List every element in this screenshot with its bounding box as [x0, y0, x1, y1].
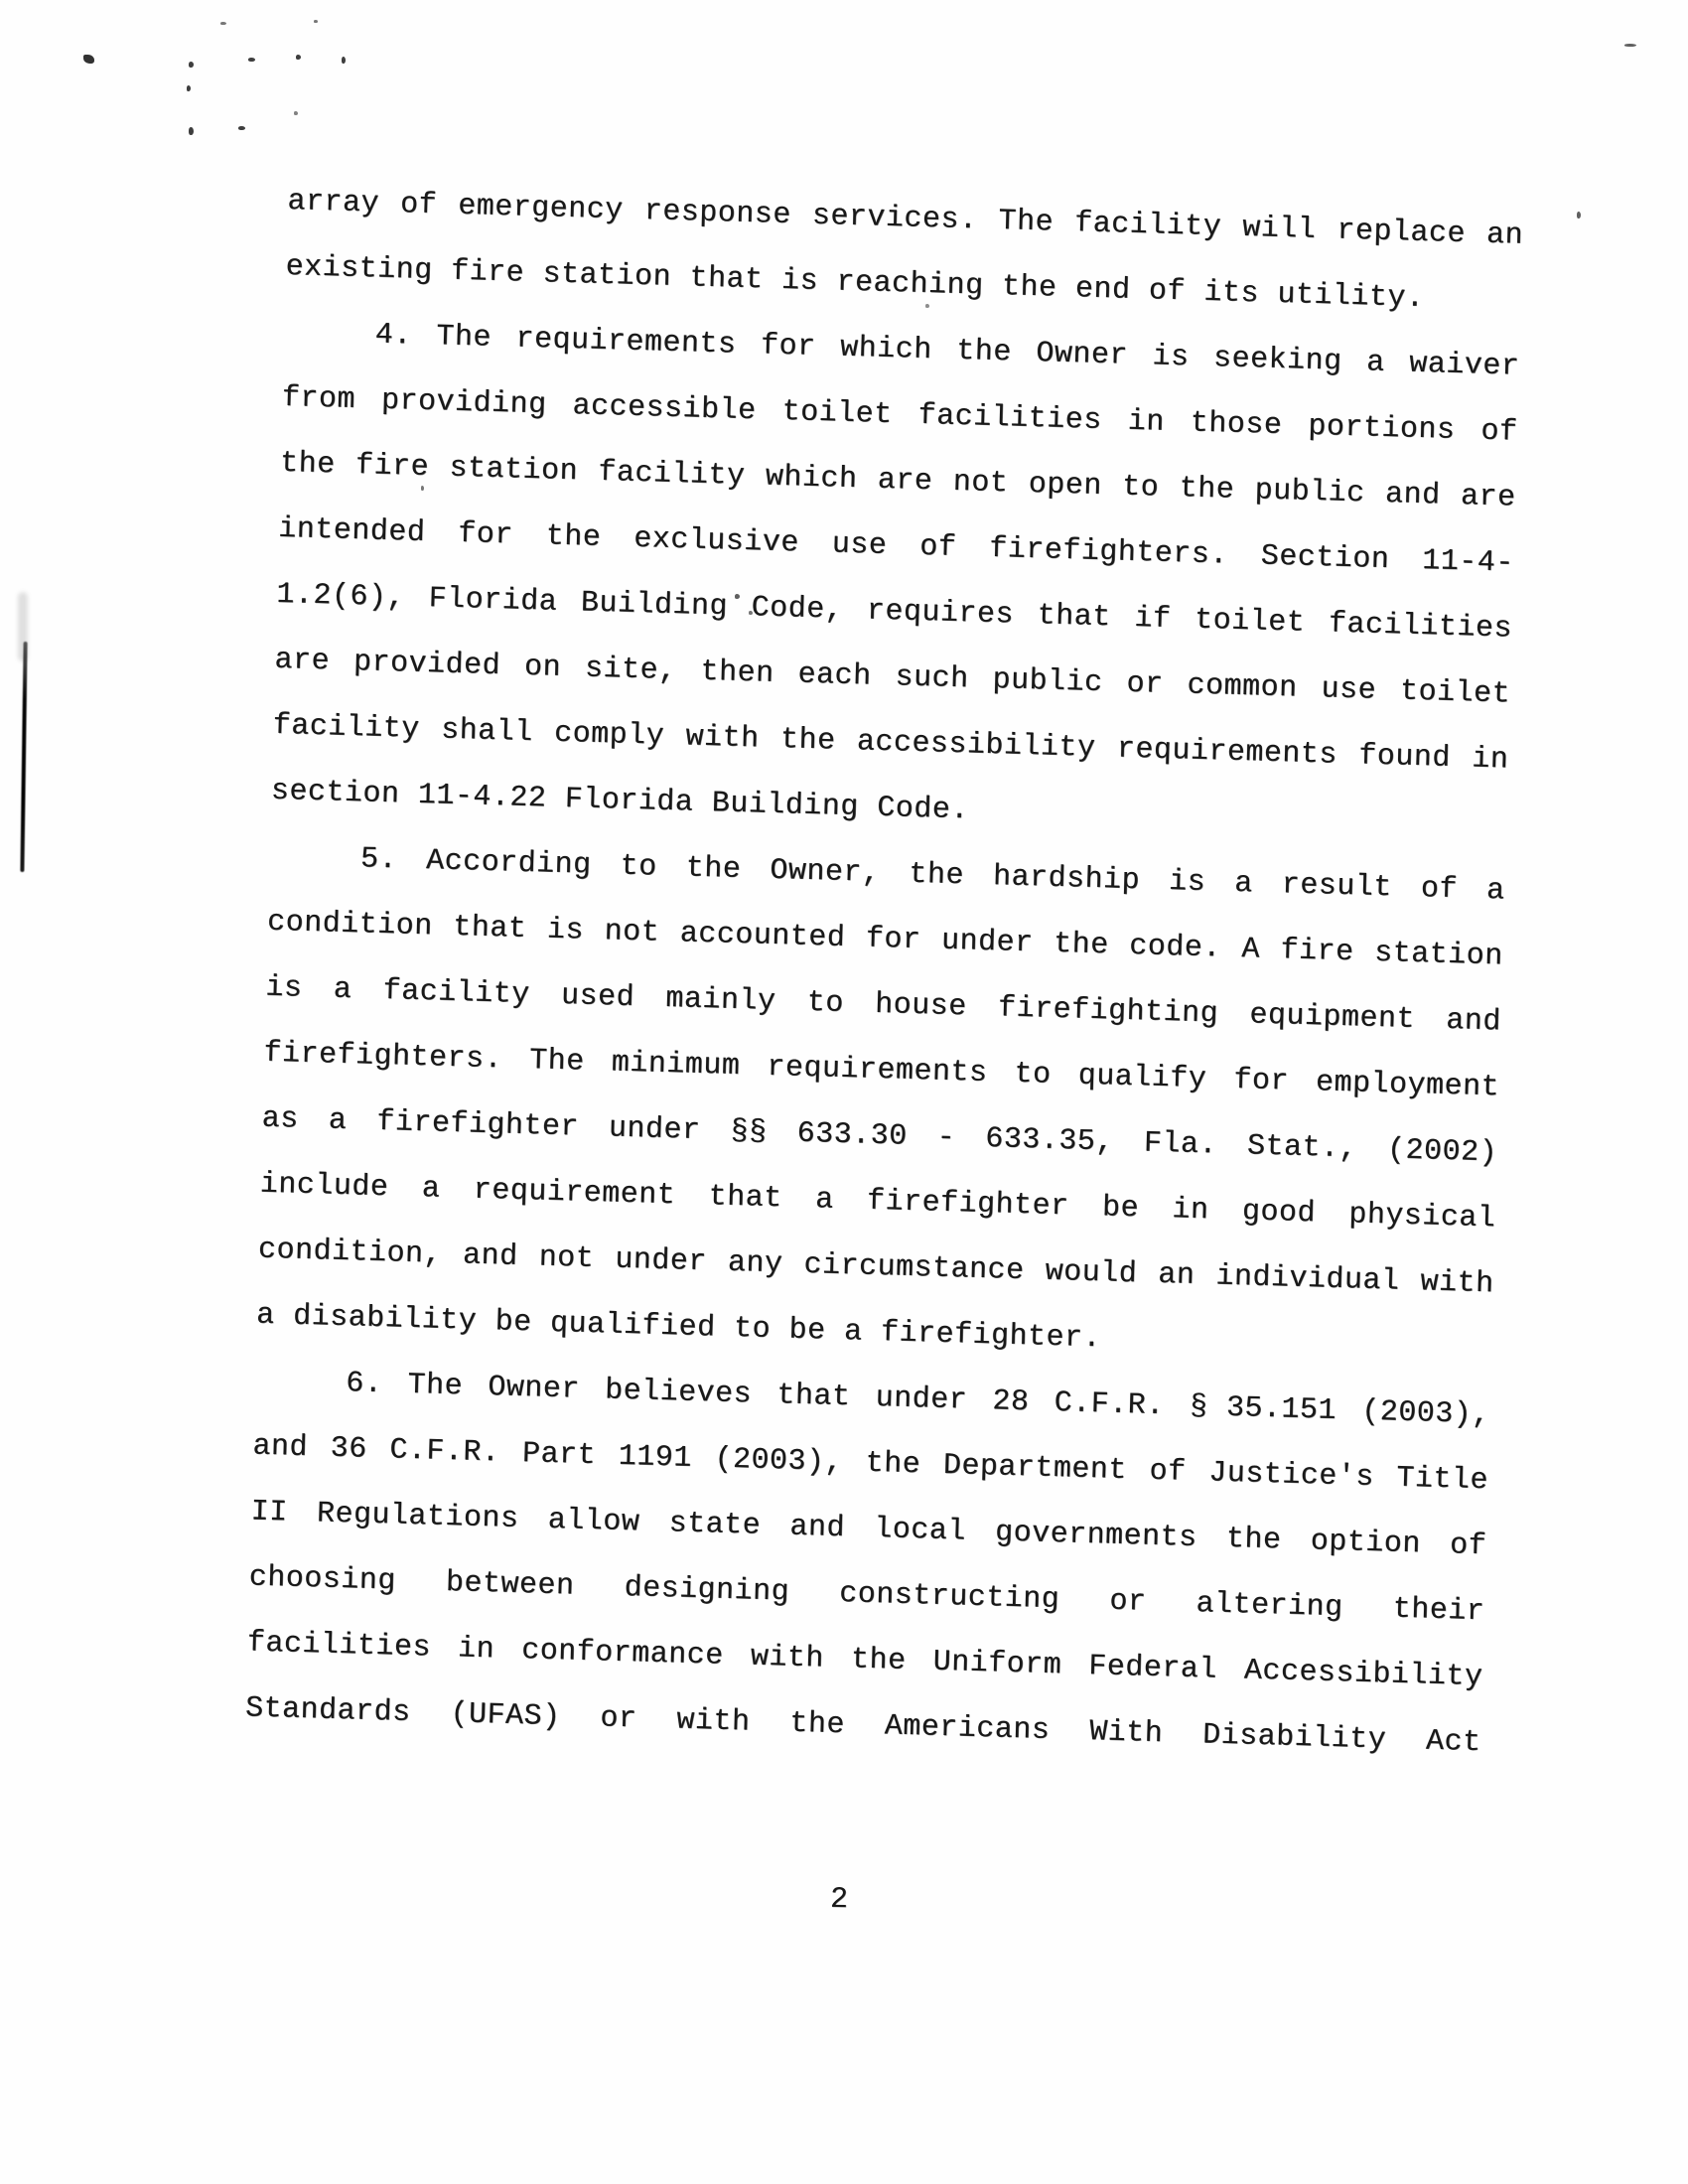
- word: Justice's: [1207, 1456, 1375, 1496]
- word: Code,: [751, 591, 844, 628]
- word: waiver: [1408, 347, 1520, 384]
- word: the: [865, 1446, 921, 1483]
- page-number: 2: [829, 1882, 849, 1918]
- scan-speck: [187, 85, 191, 91]
- word: provided: [352, 646, 501, 684]
- word: condition: [266, 905, 434, 945]
- word: Disability: [1201, 1718, 1387, 1758]
- word: the: [779, 723, 837, 759]
- word: Stat.,: [1246, 1129, 1358, 1167]
- scan-speck: [294, 111, 298, 115]
- word: portions: [1307, 409, 1456, 448]
- text-line: a disability be qualified to be a firefighter.: [255, 1298, 1102, 1357]
- word: between: [445, 1565, 575, 1604]
- word: fire: [1280, 934, 1355, 970]
- word: firefighters.: [988, 531, 1229, 573]
- word: designing: [624, 1571, 790, 1610]
- scan-speck: [342, 57, 346, 64]
- scan-speck: [220, 22, 226, 25]
- word: Fla.: [1143, 1126, 1218, 1163]
- word: Regulations: [316, 1497, 519, 1537]
- word: or: [600, 1701, 637, 1737]
- word: for: [1232, 1063, 1290, 1099]
- word: firefighters.: [263, 1036, 503, 1078]
- word: on: [523, 650, 562, 685]
- word: (UFAS): [450, 1697, 562, 1735]
- word: 6.: [345, 1367, 383, 1402]
- word: believes: [604, 1374, 753, 1412]
- word: the: [955, 334, 1013, 370]
- word: would: [1045, 1254, 1138, 1292]
- word: with: [1420, 1265, 1495, 1302]
- word: result: [1281, 868, 1393, 906]
- word: public: [992, 663, 1104, 701]
- word: and: [462, 1238, 519, 1274]
- word: any: [727, 1245, 783, 1282]
- word: Accessibility: [1243, 1654, 1483, 1695]
- word: which: [839, 331, 933, 368]
- word: the: [1053, 927, 1110, 963]
- word: Americans: [884, 1709, 1051, 1749]
- word: The: [407, 1368, 464, 1404]
- word: an: [1157, 1257, 1196, 1293]
- word: § 35.151: [1189, 1389, 1337, 1428]
- word: 633.35,: [984, 1121, 1115, 1160]
- word: firefighting: [997, 991, 1219, 1032]
- word: replace: [1336, 214, 1467, 252]
- text-line: section 11-4.22 Florida Building Code.: [270, 774, 970, 828]
- word: Title: [1395, 1461, 1489, 1499]
- word: the: [909, 857, 965, 894]
- word: a: [328, 1103, 348, 1139]
- word: (2003),: [1360, 1394, 1491, 1433]
- word: under: [875, 1382, 968, 1418]
- word: 5.: [359, 842, 398, 878]
- scan-speck: [83, 55, 94, 64]
- scan-speck: [314, 20, 318, 23]
- word: in: [457, 1632, 495, 1668]
- word: Owner,: [769, 853, 881, 891]
- word: (2003),: [714, 1442, 844, 1481]
- word: requirements: [515, 322, 737, 363]
- word: those: [1190, 406, 1283, 444]
- word: 28: [991, 1384, 1030, 1420]
- word: facilities: [246, 1626, 432, 1666]
- word: a: [1365, 346, 1386, 380]
- word: Standards: [244, 1691, 412, 1731]
- word: Part: [521, 1437, 597, 1474]
- word: each: [797, 657, 873, 694]
- word: §§: [730, 1114, 769, 1150]
- word: facility: [598, 455, 746, 494]
- word: under: [614, 1242, 708, 1280]
- word: used: [560, 979, 635, 1016]
- word: The: [998, 205, 1055, 240]
- word: Building: [580, 586, 729, 625]
- word: use: [831, 527, 888, 563]
- text-block: [244, 185, 1524, 1792]
- word: house: [874, 987, 968, 1025]
- word: shall: [440, 713, 534, 751]
- word: site,: [584, 652, 678, 689]
- word: to: [806, 985, 845, 1021]
- word: are: [1460, 480, 1517, 515]
- word: to: [1121, 470, 1160, 506]
- word: 1191: [618, 1439, 693, 1476]
- word: choosing: [248, 1560, 397, 1599]
- word: be: [1101, 1191, 1140, 1227]
- word: station: [449, 451, 579, 490]
- word: then: [700, 655, 775, 691]
- word: to: [620, 849, 658, 885]
- word: toilet: [1194, 603, 1306, 641]
- word: 4.: [374, 318, 413, 354]
- word: Florida: [428, 582, 558, 620]
- word: physical: [1347, 1198, 1496, 1237]
- word: With: [1088, 1715, 1164, 1752]
- word: Act: [1425, 1724, 1482, 1761]
- word: -: [936, 1120, 956, 1156]
- word: response: [643, 195, 792, 233]
- word: with: [685, 720, 761, 757]
- word: under: [940, 924, 1035, 961]
- word: governments: [994, 1516, 1198, 1556]
- word: their: [1392, 1592, 1485, 1630]
- word: in: [1471, 742, 1509, 778]
- word: condition,: [257, 1233, 443, 1272]
- word: a: [1233, 866, 1254, 902]
- word: facility: [1073, 207, 1222, 245]
- word: toilet: [1399, 674, 1511, 712]
- word: minimum: [611, 1046, 741, 1085]
- word: the: [545, 519, 602, 555]
- word: facilities: [1328, 607, 1513, 647]
- word: in: [1127, 404, 1166, 440]
- word: A: [1240, 933, 1261, 967]
- word: requirements: [767, 1050, 988, 1092]
- word: or: [1108, 1584, 1147, 1620]
- word: conformance: [520, 1634, 725, 1674]
- word: exclusive: [633, 521, 800, 561]
- word: allow: [547, 1503, 640, 1540]
- word: for: [457, 516, 514, 553]
- word: the: [850, 1643, 908, 1678]
- word: the: [788, 1706, 846, 1743]
- text-line: existing fire station that is reaching the end of its utility.: [285, 249, 1425, 316]
- word: a: [814, 1183, 835, 1218]
- word: seeking: [1212, 342, 1343, 379]
- word: of: [1449, 1529, 1487, 1564]
- word: a: [421, 1172, 441, 1207]
- word: station: [1373, 936, 1504, 974]
- word: common: [1187, 668, 1299, 706]
- word: constructing: [838, 1577, 1060, 1618]
- word: include: [259, 1167, 389, 1206]
- word: The: [528, 1044, 586, 1080]
- word: or: [1126, 666, 1165, 702]
- word: that: [452, 910, 527, 946]
- word: an: [1485, 218, 1524, 253]
- word: are: [274, 643, 331, 679]
- word: good: [1241, 1195, 1317, 1232]
- word: Section: [1260, 539, 1390, 578]
- word: services.: [811, 199, 978, 238]
- word: According: [425, 844, 593, 883]
- word: of: [399, 188, 438, 223]
- word: of: [918, 529, 957, 565]
- word: not: [538, 1240, 595, 1277]
- word: and: [1445, 1003, 1502, 1040]
- word: toilet: [781, 394, 894, 433]
- word: qualify: [1077, 1059, 1207, 1097]
- word: 36: [330, 1431, 368, 1467]
- word: facility: [272, 708, 421, 747]
- word: that: [1037, 599, 1112, 636]
- word: mainly: [664, 981, 776, 1020]
- word: employment: [1315, 1066, 1500, 1105]
- word: Owner: [487, 1371, 581, 1407]
- word: circumstance: [803, 1247, 1026, 1289]
- word: firefighter: [375, 1104, 580, 1145]
- word: intended: [277, 511, 426, 550]
- word: providing: [380, 383, 548, 423]
- word: found: [1357, 739, 1452, 776]
- word: hardship: [992, 860, 1141, 899]
- word: is: [1168, 865, 1206, 901]
- word: if: [1134, 601, 1172, 637]
- scan-speck: [248, 58, 255, 62]
- word: Owner: [1035, 337, 1129, 373]
- word: for: [760, 329, 817, 364]
- word: are: [877, 463, 933, 500]
- word: for: [865, 922, 921, 958]
- word: equipment: [1248, 998, 1416, 1038]
- word: public: [1254, 474, 1366, 511]
- word: requires: [866, 594, 1015, 633]
- word: that: [775, 1379, 851, 1415]
- word: a: [1485, 873, 1506, 909]
- word: code.: [1128, 929, 1222, 966]
- word: Department: [942, 1448, 1128, 1489]
- word: of: [1420, 872, 1459, 908]
- word: comply: [553, 716, 665, 754]
- word: firefighter: [866, 1184, 1070, 1225]
- scan-speck: [189, 127, 194, 135]
- word: facilities: [917, 398, 1103, 438]
- scan-speck: [1624, 44, 1636, 47]
- word: C.F.R.: [1054, 1386, 1166, 1424]
- word: individual: [1214, 1259, 1400, 1299]
- word: the: [1179, 472, 1235, 508]
- word: with: [750, 1640, 825, 1676]
- word: not: [952, 465, 1009, 502]
- word: emergency: [457, 189, 625, 228]
- word: the: [685, 851, 742, 888]
- word: accessible: [572, 389, 758, 429]
- word: which: [765, 460, 858, 498]
- word: facility: [382, 973, 531, 1013]
- word: is: [546, 913, 585, 948]
- word: the: [1225, 1522, 1282, 1558]
- word: such: [895, 660, 970, 697]
- word: is: [264, 970, 303, 1006]
- scan-speck: [1577, 212, 1581, 218]
- word: open: [1028, 467, 1103, 505]
- word: of: [1149, 1454, 1188, 1490]
- word: local: [873, 1513, 967, 1549]
- word: state: [668, 1507, 762, 1543]
- word: in: [1172, 1193, 1209, 1229]
- word: with: [675, 1703, 751, 1740]
- word: 633.30: [796, 1116, 909, 1154]
- word: (2002): [1386, 1133, 1498, 1171]
- word: use: [1321, 672, 1377, 708]
- word: from: [281, 380, 356, 417]
- word: requirement: [473, 1173, 676, 1214]
- word: that: [708, 1180, 783, 1217]
- word: II: [250, 1495, 289, 1530]
- word: requirements: [1116, 732, 1338, 773]
- word: and: [252, 1429, 309, 1466]
- word: 11-4-: [1421, 544, 1515, 581]
- word: Uniform: [932, 1645, 1062, 1683]
- word: of: [1480, 414, 1518, 450]
- word: Federal: [1087, 1650, 1218, 1687]
- word: a: [333, 972, 352, 1008]
- word: and: [789, 1510, 846, 1546]
- word: The: [435, 320, 492, 356]
- word: accounted: [679, 917, 846, 955]
- word: fire: [354, 449, 430, 486]
- word: option: [1310, 1525, 1422, 1562]
- word: will: [1241, 211, 1317, 247]
- word: altering: [1196, 1587, 1344, 1626]
- scan-speck: [296, 55, 301, 60]
- scan-speck: [238, 126, 245, 130]
- word: C.F.R.: [388, 1433, 500, 1471]
- word: accessibility: [856, 725, 1096, 766]
- word: is: [1152, 340, 1190, 375]
- scan-streak: [20, 642, 27, 872]
- word: not: [604, 915, 660, 950]
- word: and: [1384, 477, 1442, 513]
- word: array: [287, 185, 380, 221]
- word: 1.2(6),: [275, 577, 406, 616]
- word: to: [1014, 1057, 1053, 1092]
- word: under: [608, 1111, 701, 1148]
- word: the: [279, 446, 337, 483]
- scan-speck: [189, 62, 194, 68]
- word: as: [261, 1101, 300, 1137]
